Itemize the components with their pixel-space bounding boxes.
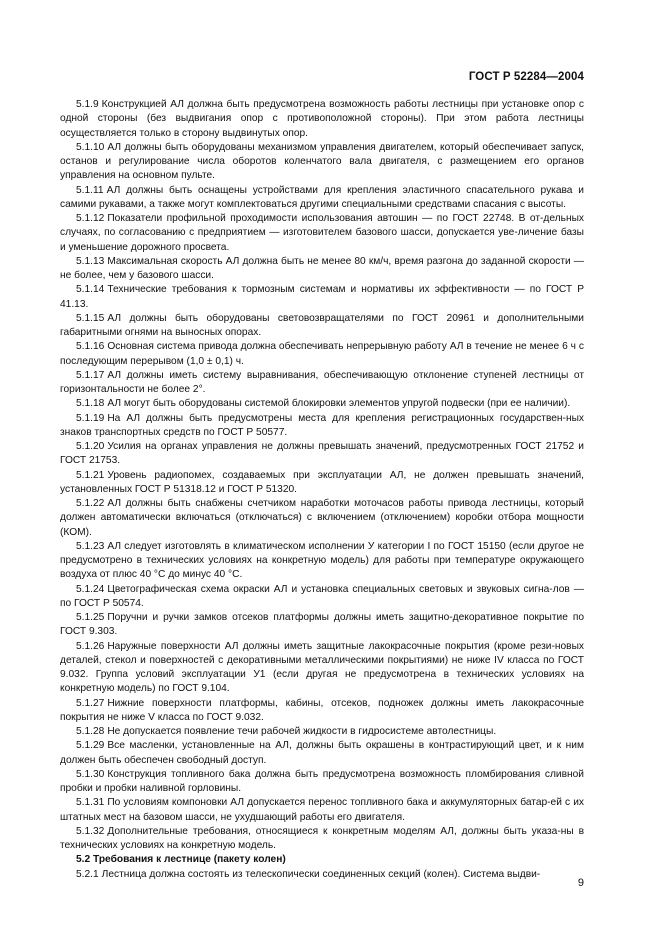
clause-paragraph xyxy=(60,796,584,825)
clause-paragraph xyxy=(60,141,584,184)
clause-paragraph xyxy=(60,825,584,854)
clause-text: АЛ могут быть оборудованы системой блокировки элементов упругой подвески (при ее наличии). xyxy=(107,398,571,410)
clause-paragraph xyxy=(60,497,584,540)
clause-number: 5.1.24 xyxy=(76,583,105,595)
clause-text: АЛ должны быть оснащены устройствами для крепления эластичного спасательного рукава и самими рукавами, а также могут комплектоваться другими специальными средствами спасания с высоты. xyxy=(60,184,584,210)
clause-text: Не допускается появление течи рабочей жидкости в гидросистеме автолестницы. xyxy=(107,726,497,737)
clause-text: На АЛ должны быть предусмотрены места для крепления регистрационных государствен-ных знаков транспортных средств по ГОСТ Р 50577. xyxy=(60,412,584,438)
clause-paragraph xyxy=(60,440,584,469)
clause-paragraph xyxy=(60,212,584,255)
clause-paragraph xyxy=(60,768,584,797)
clause-number: 5.2.1 xyxy=(76,868,99,880)
clause-text: По условиям компоновки АЛ допускается перенос топливного бака и аккумуляторных батар-ей с их штатных мест на базовом шасси, не ухудшающий работы его двигателя. xyxy=(60,797,584,823)
clause-paragraph xyxy=(60,640,584,697)
clause-number: 5.1.21 xyxy=(76,469,105,481)
clause-text: Конструкция топливного бака должна быть предусмотрена возможность пломбирования сливной пробки и пробки наливной горловины. xyxy=(60,768,584,794)
clause-text: Максимальная скорость АЛ должна быть не менее 80 км/ч, время разгона до заданной скорости — не более, чем у базового шасси. xyxy=(60,255,584,281)
clause-number: 5.1.26 xyxy=(76,640,105,652)
clause-paragraph xyxy=(60,469,584,498)
clause-number: 5.1.16 xyxy=(76,341,105,353)
clause-text: Показатели профильной проходимости использования автошин — по ГОСТ 22748. В от-дельных случаях, по согласованию с предприятием — изготовителем базового шасси, допускается уве-личение базы и уменьшение дорожного просвета. xyxy=(60,213,584,253)
clause-number: 5.1.31 xyxy=(76,797,105,809)
clause-paragraph xyxy=(60,397,584,411)
clause-number: 5.1.32 xyxy=(76,825,105,837)
clause-text: АЛ должны быть оборудованы световозвращателями по ГОСТ 20961 и дополнительными габаритными огнями на выносных опорах. xyxy=(60,312,584,338)
clause-text: АЛ следует изготовлять в климатическом исполнении У категории I по ГОСТ 15150 (если другое не предусмотрено в технических условиях на конкретную модель) для работы при температуре окружающего воздуха от плюс 40 °С до минус 40 °С. xyxy=(60,540,584,581)
clause-number: 5.1.17 xyxy=(76,369,105,381)
clause-text: Все масленки, установленные на АЛ, должны быть окрашены в контрастирующий цвет, и к ним должен быть обеспечен свободный доступ. xyxy=(60,740,584,766)
clause-paragraph xyxy=(60,697,584,726)
clause-number: 5.1.14 xyxy=(76,284,105,296)
clause-number: 5.1.15 xyxy=(76,312,105,324)
document-code-header: ГОСТ Р 52284—2004 xyxy=(468,71,584,83)
clause-number: 5.1.25 xyxy=(76,612,105,623)
clause-text: Лестница должна состоять из телескопически соединенных секций (колен). Система выдви- xyxy=(101,868,541,880)
clause-paragraph xyxy=(60,98,584,141)
clause-paragraph xyxy=(60,340,584,369)
clause-paragraph xyxy=(60,739,584,768)
clause-paragraph xyxy=(60,283,584,312)
clause-text: Поручни и ручки замков отсеков платформы должны иметь защитно-декоративное покрытие по ГОСТ 9.303. xyxy=(60,612,584,638)
clause-text: Нижние поверхности платформы, кабины, отсеков, подножек должны иметь лакокрасочные покрытия не ниже V класса по ГОСТ 9.032. xyxy=(60,697,584,723)
clause-number: 5.1.22 xyxy=(76,498,105,509)
clause-paragraph xyxy=(60,725,584,739)
clause-text: АЛ должны быть оборудованы механизмом управления двигателем, который обеспечивает запуск, останов и регулирование числа оборотов коленчатого вала двигателя, с размещением его органов управления на основном пульте. xyxy=(60,141,584,182)
clause-text: Наружные поверхности АЛ должны иметь защитные лакокрасочные покрытия (кроме рези-новых деталей, стекол и поверхностей с декоративными металлическими покрытиями) не ниже IV класса по ГОСТ 9.032. Группа условий эксплуатации У1 (если другая не предусмотрена в технических условиях на конкретную модель) по ГОСТ 9.104. xyxy=(60,640,584,695)
clause-number: 5.1.29 xyxy=(76,740,105,752)
clause-paragraph xyxy=(60,583,584,612)
clause-number: 5.1.13 xyxy=(76,255,105,267)
page-number: 9 xyxy=(577,877,584,889)
clause-number: 5.1.19 xyxy=(76,412,105,424)
clause-number: 5.1.28 xyxy=(76,726,105,737)
clause-number: 5.1.23 xyxy=(76,540,105,552)
clause-number: 5.1.10 xyxy=(76,141,105,153)
clause-text: Технические требования к тормозным системам и нормативы их эффективности — по ГОСТ Р 41.13. xyxy=(60,284,584,310)
clause-number: 5.1.30 xyxy=(76,768,105,780)
clause-text: Дополнительные требования, относящиеся к конкретным моделям АЛ, должны быть указа-ны в технических условиях на конкретную модель. xyxy=(60,825,584,851)
clause-text: Усилия на органах управления не должны превышать значений, предусмотренных ГОСТ 21752 и ГОСТ 21753. xyxy=(60,441,584,467)
clause-paragraph xyxy=(60,369,584,398)
clause-text: Цветографическая схема окраски АЛ и установка специальных световых и звуковых сигна-лов — по ГОСТ Р 50574. xyxy=(60,583,584,609)
clause-paragraph xyxy=(60,611,584,640)
clause-text: АЛ должны быть снабжены счетчиком наработки моточасов работы привода лестницы, который должен автоматически включаться (отключаться) с включением (отключением) коробки отбора мощности (КОМ). xyxy=(60,498,584,538)
document-body xyxy=(60,98,584,882)
clause-number: 5.1.20 xyxy=(76,441,105,452)
clause-text: АЛ должны иметь систему выравнивания, обеспечивающую отклонение ступеней лестницы от горизонтальности не более 2°. xyxy=(60,369,584,395)
clause-text: Основная система привода должна обеспечивать непрерывную работу АЛ в течение не менее 6 ч с последующим перерывом (1,0 ± 0,1) ч. xyxy=(60,341,584,367)
clause-number: 5.1.18 xyxy=(76,398,105,410)
clause-number: 5.1.11 xyxy=(76,184,104,196)
clause-text: Уровень радиопомех, создаваемых при эксплуатации АЛ, не должен превышать значений, установленных ГОСТ Р 51318.12 и ГОСТ Р 51320. xyxy=(60,469,584,495)
clause-paragraph xyxy=(60,412,584,441)
clause-paragraph xyxy=(60,868,584,882)
clause-paragraph xyxy=(60,540,584,583)
clause-paragraph xyxy=(60,312,584,341)
clause-paragraph xyxy=(60,255,584,284)
clause-number: 5.1.9 xyxy=(76,99,99,110)
clause-paragraph xyxy=(60,184,584,213)
clause-number: 5.1.12 xyxy=(76,213,105,224)
section-heading: 5.2 Требования к лестнице (пакету колен) xyxy=(76,854,286,866)
clause-number: 5.1.27 xyxy=(76,697,105,709)
clause-text: Конструкцией АЛ должна быть предусмотрена возможность работы лестницы при установке опор с одной стороны (без выдвигания опор с противоположной стороны). При этом работа лестницы осуществляется только в сторону выдвинутых опор. xyxy=(60,99,584,139)
